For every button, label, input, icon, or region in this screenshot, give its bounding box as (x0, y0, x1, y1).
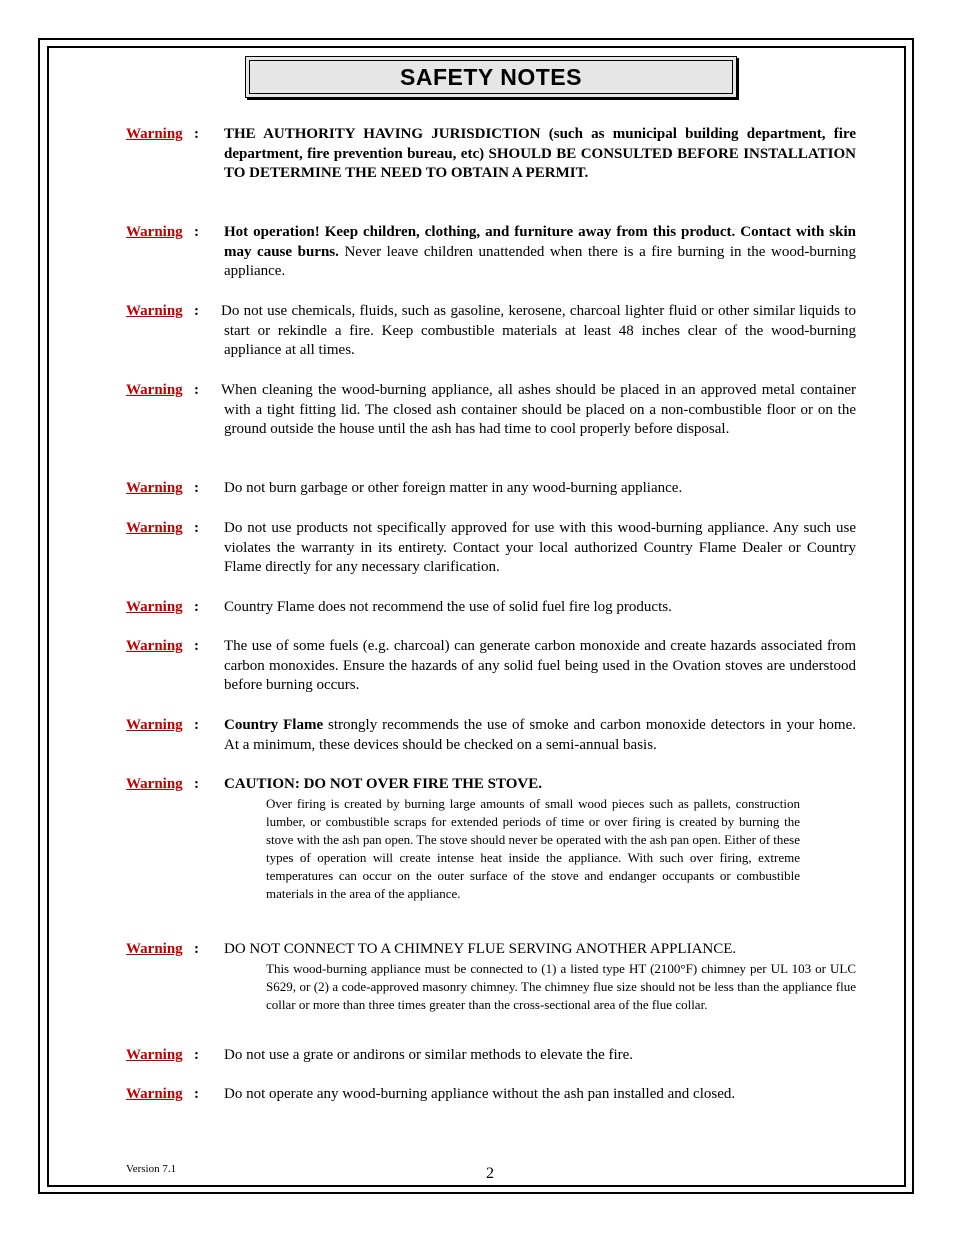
warning-label: Warning (126, 1086, 183, 1102)
warning-text: When cleaning the wood-burning appliance, all ashes should be placed in an approved metal container with a tight fitting lid. The closed ash container should be placed on a non-combustible floor or on the ground outside the house until the ash has had time to cool properly before disposal. (221, 382, 856, 438)
warning-colon: : (194, 224, 199, 240)
warning-item (126, 940, 856, 1014)
warning-item (126, 1085, 856, 1105)
warning-plain-text: Never leave children unattended when there is a fire burning in the wood-burning appliance. (224, 243, 856, 280)
warning-item (126, 479, 856, 499)
warning-item (126, 519, 856, 578)
warning-colon: : (194, 1047, 199, 1063)
warning-item (126, 716, 856, 755)
warning-text (224, 223, 856, 282)
warning-label: Warning (126, 520, 183, 536)
warning-detail-text: Over firing is created by burning large amounts of small wood pieces such as pallets, construction lumber, or combustible scraps for extended periods of time or over firing is created by burning the stove with the ash pan open. The stove should never be operated with the ash pan open. Either of these types of operation will create intense heat inside the appliance. With such over firing, extreme temperatures can occur on the outer surface of the stove and endanger occupants or combustible materials in the area of the appliance. (266, 795, 800, 902)
warning-text: Do not use a grate or andirons or similar methods to elevate the fire. (224, 1047, 634, 1063)
page-number: 2 (486, 1165, 494, 1182)
warning-text (224, 716, 856, 755)
page-title: SAFETY NOTES (400, 63, 582, 90)
warning-label: Warning (126, 941, 183, 957)
warning-label: Warning (126, 638, 183, 654)
warning-bold-text: Hot operation! Keep children, clothing, and furniture away from this product. Contact with skin may cause burns. (224, 224, 856, 260)
warning-colon: : (194, 303, 199, 319)
warning-colon: : (194, 126, 199, 142)
warning-item (126, 637, 856, 696)
warning-text (224, 775, 856, 795)
warning-label: Warning (126, 599, 183, 615)
warning-text: Do not burn garbage or other foreign matter in any wood-burning appliance. (224, 480, 683, 496)
warning-colon: : (194, 1086, 199, 1102)
warning-label: Warning (126, 382, 183, 398)
warning-label: Warning (126, 1047, 183, 1063)
warning-label: Warning (126, 776, 183, 792)
warning-colon: : (194, 480, 199, 496)
warning-label: Warning (126, 717, 183, 733)
warning-bold-text: Country Flame (224, 717, 324, 733)
version-label: Version 7.1 (126, 1163, 177, 1175)
warning-item (126, 1046, 856, 1066)
title-box-inner (249, 60, 733, 94)
warning-colon: : (194, 638, 199, 654)
warning-colon: : (194, 520, 199, 536)
warning-label: Warning (126, 126, 183, 142)
warning-text: Do not use products not specifically approved for use with this wood-burning appliance. Any such use violates the warranty in its entirety. Contact your local authorized Country Flame Dealer or Country Flame directly for any necessary clarification. (224, 520, 856, 576)
warning-colon: : (194, 941, 199, 957)
warning-text: Country Flame does not recommend the use of solid fuel fire log products. (224, 599, 672, 615)
warning-item (126, 223, 856, 282)
warning-item (126, 775, 856, 903)
warning-bold-text: CAUTION: DO NOT OVER FIRE THE STOVE. (224, 776, 542, 792)
warning-text: The use of some fuels (e.g. charcoal) can generate carbon monoxide and create hazards associated from carbon monoxides. Ensure the hazards of any solid fuel being used in the Ovation stoves are understood before burning occurs. (224, 638, 856, 694)
warning-item (126, 381, 856, 440)
warning-label: Warning (126, 480, 183, 496)
warning-colon: : (194, 717, 199, 733)
warning-item (126, 125, 856, 184)
warning-colon: : (194, 599, 199, 615)
warning-detail-text: This wood-burning appliance must be connected to (1) a listed type HT (2100°F) chimney per UL 103 or ULC S629, or (2) a code-approved masonry chimney. The chimney flue size should not be less than the appliance flue collar or more than three times greater than the cross-sectional area of the flue collar. (266, 960, 856, 1012)
warning-bold-text: THE AUTHORITY HAVING JURISDICTION (such as municipal building department, fire department, fire prevention bureau, etc) SHOULD BE CONSULTED BEFORE INSTALLATION TO DETERMINE THE NEED TO OBTAIN A PERMIT. (224, 126, 856, 182)
warning-text: Do not use chemicals, fluids, such as gasoline, kerosene, charcoal lighter fluid or other similar liquids to start or rekindle a fire. Keep combustible materials at least 48 inches clear of the wood-burning appliance at all times. (221, 303, 856, 359)
warning-text: DO NOT CONNECT TO A CHIMNEY FLUE SERVING ANOTHER APPLIANCE. (224, 941, 737, 957)
warning-text (224, 125, 856, 184)
warning-colon: : (194, 776, 199, 792)
warning-item (126, 302, 856, 361)
warning-item (126, 598, 856, 618)
warning-text: Do not operate any wood-burning appliance without the ash pan installed and closed. (224, 1086, 736, 1102)
warning-label: Warning (126, 303, 183, 319)
warning-colon: : (194, 382, 199, 398)
warning-plain-text: strongly recommends the use of smoke and carbon monoxide detectors in your home. At a minimum, these devices should be checked on a semi-annual basis. (224, 717, 856, 753)
warning-label: Warning (126, 224, 183, 240)
title-box (245, 56, 737, 98)
